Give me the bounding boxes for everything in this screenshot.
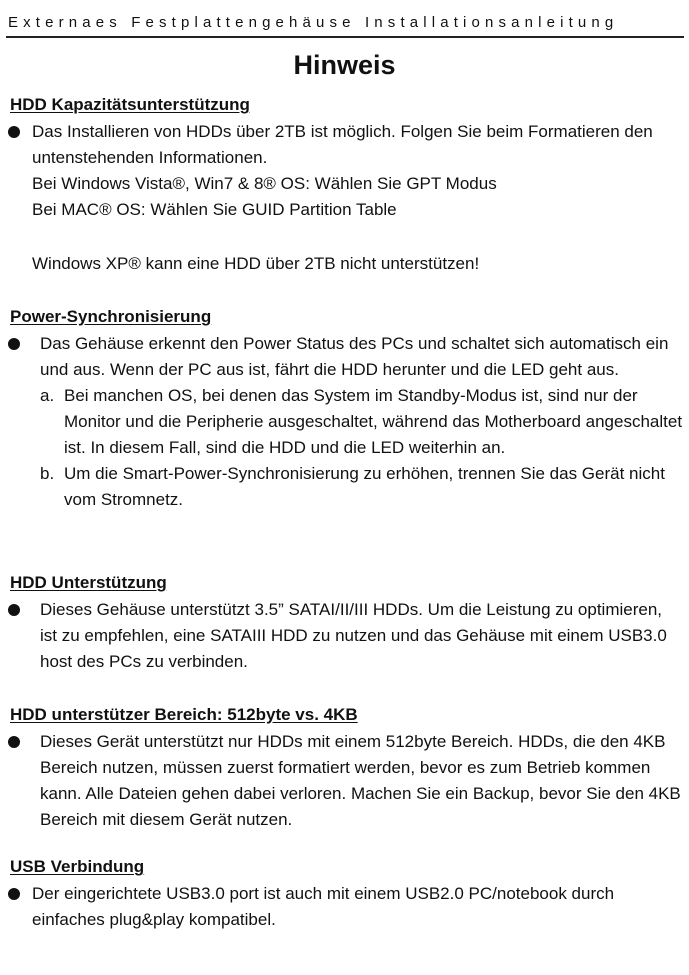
sub-item-text: Bei manchen OS, bei denen das System im Standby-Modus ist, sind nur der Monitor und die Peripherie ausgeschaltet, während das Motherboard angeschaltet ist. In diesem Fall, sind die HDD und die LED weiterhin an. bbox=[64, 386, 683, 457]
section-power-sync bbox=[8, 306, 683, 513]
paragraph: Das Gehäuse erkennt den Power Status des PCs und schaltet sich automatisch ein und aus. Wenn der PC aus ist, fährt die HDD herunter und die LED geht aus. bbox=[40, 334, 669, 379]
section-hdd-support bbox=[8, 572, 683, 675]
sub-list bbox=[40, 383, 683, 513]
list-item bbox=[8, 881, 683, 933]
list-item bbox=[8, 331, 683, 513]
list-marker: a. bbox=[40, 386, 55, 405]
sub-item-text: Um die Smart-Power-Synchronisierung zu erhöhen, trennen Sie das Gerät nicht vom Stromnetz. bbox=[64, 464, 665, 509]
paragraph: Dieses Gerät unterstützt nur HDDs mit einem 512byte Bereich. HDDs, die den 4KB Bereich nutzen, müssen zuerst formatiert werden, bevor es zum Betrieb kommen kann. Alle Dateien gehen dabei verloren. Machen Sie ein Backup, bevor Sie den 4KB Bereich mit diesem Gerät nutzen. bbox=[40, 732, 681, 829]
section-heading: Power-Synchronisierung bbox=[10, 307, 212, 326]
paragraph: Bei Windows Vista®, Win7 & 8® OS: Wählen Sie GPT Modus bbox=[32, 174, 497, 193]
running-header: Externaes Festplattengehäuse Installationsanleitung bbox=[8, 14, 619, 31]
bullet-icon bbox=[8, 604, 20, 616]
section-hdd-capacity bbox=[8, 94, 683, 277]
page-title: Hinweis bbox=[293, 50, 396, 80]
paragraph: Dieses Gehäuse unterstützt 3.5” SATAI/II/III HDDs. Um die Leistung zu optimieren, ist zu empfehlen, eine SATAIII HDD zu nutzen und das Gehäuse mit einem USB3.0 host des PCs zu verbinden. bbox=[40, 600, 667, 671]
list-item bbox=[8, 729, 683, 833]
bullet-icon bbox=[8, 338, 20, 350]
list-marker: b. bbox=[40, 464, 55, 483]
section-heading: HDD Unterstützung bbox=[10, 573, 167, 592]
list-item bbox=[8, 119, 683, 277]
section-sector-size bbox=[8, 704, 683, 833]
sub-list-item bbox=[40, 461, 683, 513]
bullet-icon bbox=[8, 888, 20, 900]
sub-list-item bbox=[40, 383, 683, 461]
paragraph: Der eingerichtete USB3.0 port ist auch mit einem USB2.0 PC/notebook durch einfaches plug&play kompatibel. bbox=[32, 884, 615, 929]
bullet-icon bbox=[8, 126, 20, 138]
paragraph: Windows XP® kann eine HDD über 2TB nicht unterstützen! bbox=[32, 254, 480, 273]
paragraph: Das Installieren von HDDs über 2TB ist möglich. Folgen Sie beim Formatieren den untenstehenden Informationen. bbox=[32, 122, 653, 167]
header-rule bbox=[6, 36, 684, 38]
paragraph: Bei MAC® OS: Wählen Sie GUID Partition Table bbox=[32, 200, 397, 219]
list-item bbox=[8, 597, 683, 675]
spacer bbox=[32, 223, 683, 251]
section-usb-connection bbox=[8, 856, 683, 933]
section-heading: USB Verbindung bbox=[10, 857, 145, 876]
section-heading: HDD unterstützer Bereich: 512byte vs. 4KB bbox=[10, 705, 358, 724]
bullet-icon bbox=[8, 736, 20, 748]
section-heading: HDD Kapazitätsunterstützung bbox=[10, 95, 250, 114]
